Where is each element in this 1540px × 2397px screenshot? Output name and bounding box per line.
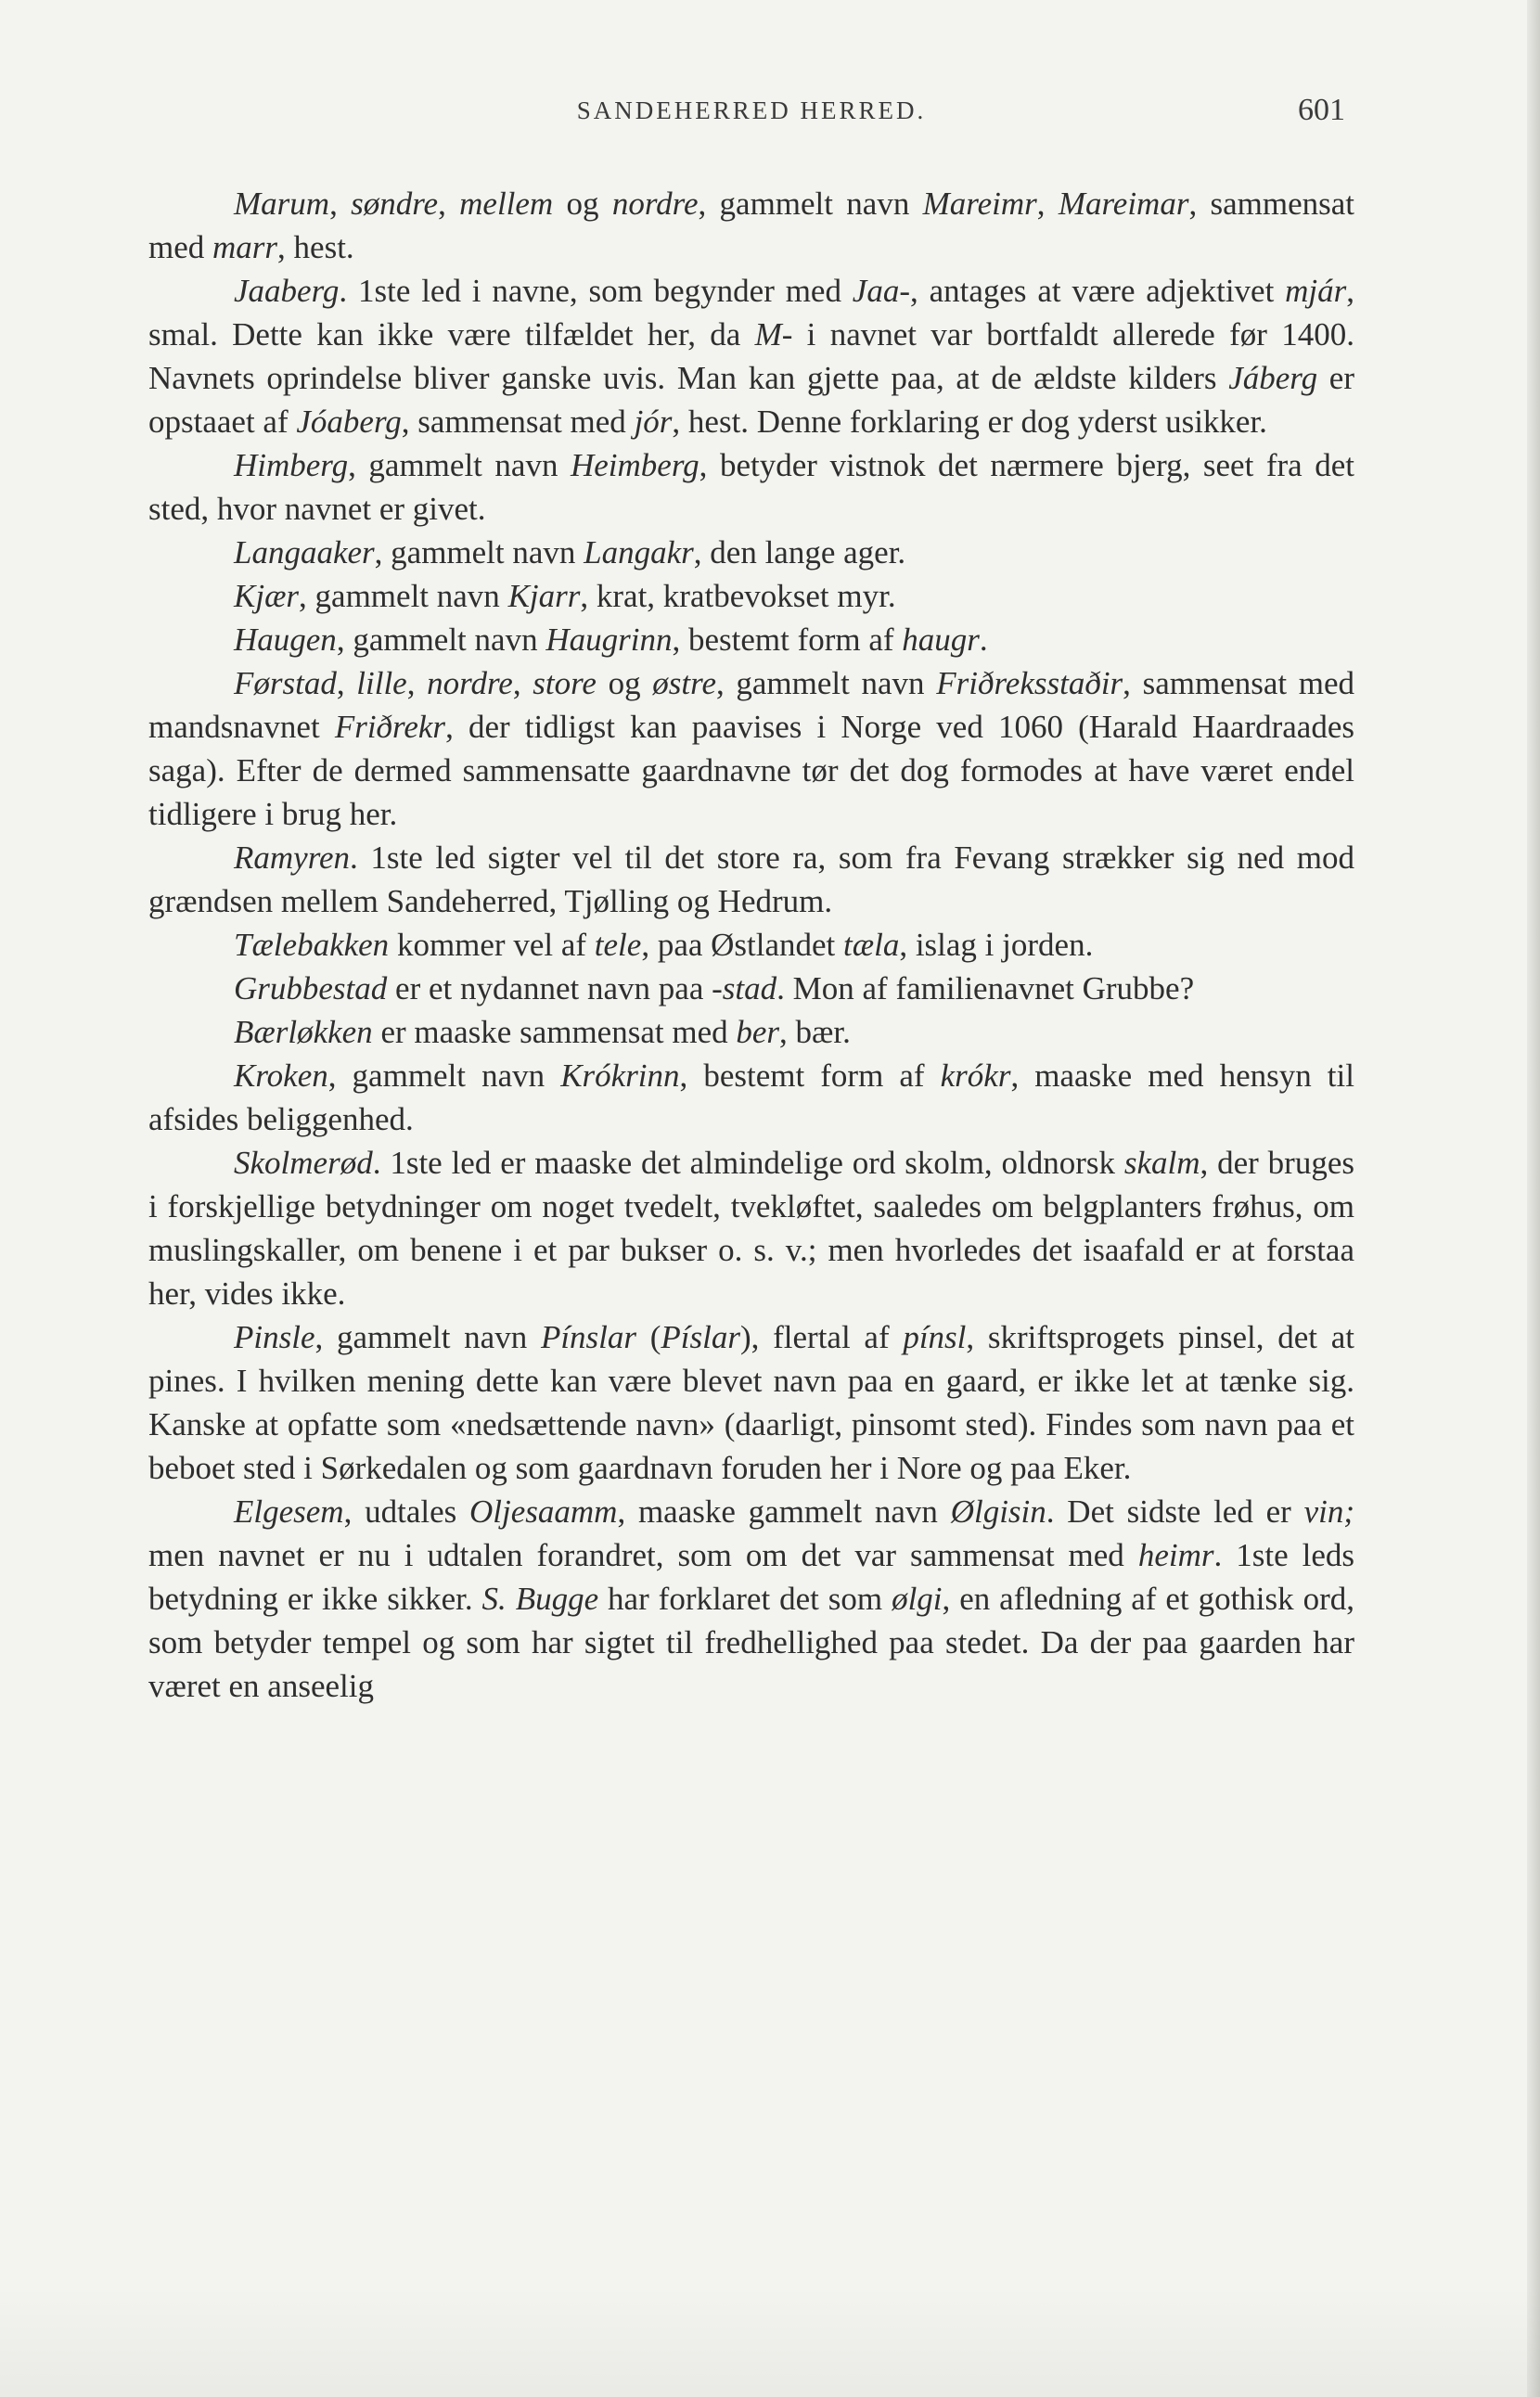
italic-term: store: [533, 665, 597, 701]
text-run: , der bruges i forskjellige betydninger om noget tvedelt, tvekløftet, saaledes om belgplanters frøhus, om muslingskaller, om benene i et par bukser o. s. v.; men hvorledes det isaafald er at forstaa her, vides ikke.: [148, 1145, 1354, 1312]
italic-term: Himberg: [234, 447, 349, 483]
text-run: og: [596, 665, 653, 701]
page-bottom-shade: [0, 2286, 1540, 2397]
running-head: [148, 93, 1354, 137]
italic-term: Skolmerød: [234, 1145, 373, 1181]
text-run: , gammelt navn: [374, 534, 584, 570]
text-run: . Det sidste led er: [1046, 1493, 1304, 1530]
italic-term: Kjær: [234, 578, 300, 614]
text-run: ,: [512, 665, 533, 701]
italic-term: Førstad: [234, 665, 337, 701]
text-run: , skriftsprogets pinsel, det at pines. I hvilken mening dette kan være blevet navn paa en gaard, er ikke let at tænke sig. Kanske at opfatte som «nedsættende navn» (daarligt, pinsomt sted). Findes som navn paa et beboet sted i Sørkedalen og som gaardnavn foruden her i Nore og paa Eker.: [148, 1319, 1354, 1486]
text-run: , hest. Denne forklaring er dog yderst usikker.: [672, 404, 1267, 440]
paragraph: [148, 531, 1354, 574]
italic-term: Elgesem: [234, 1493, 344, 1530]
paragraph: [148, 836, 1354, 923]
text-run: , en afledning af et gothisk ord, som betyder tempel og som har sigtet til fredhellighed paa stedet. Da der paa gaarden har været en anseelig: [148, 1581, 1354, 1704]
italic-term: Haugen: [234, 622, 337, 658]
italic-term: Heimberg: [571, 447, 699, 483]
text-run: , hest.: [277, 229, 354, 265]
text-run: ,: [329, 186, 352, 222]
italic-term: Bærløkken: [234, 1014, 373, 1050]
text-run: (: [636, 1319, 661, 1355]
text-run: ,: [438, 186, 460, 222]
italic-term: Jáberg: [1228, 360, 1318, 396]
text-run: . Mon af familienavnet Grubbe?: [776, 970, 1195, 1006]
page-edge-shadow: [1527, 0, 1540, 2397]
italic-term: tæla: [843, 927, 900, 963]
text-run: , sammensat med: [148, 186, 1355, 265]
text-run: , gammelt navn: [314, 1319, 541, 1355]
text-run: , bestemt form af: [679, 1058, 941, 1094]
italic-term: tele: [594, 927, 642, 963]
italic-term: Jaa-: [852, 273, 910, 309]
text-run: , smal. Dette kan ikke være tilfældet her, da: [148, 273, 1355, 352]
text-run: er maaske sammensat med: [372, 1014, 737, 1050]
text-run: har forklaret det som: [598, 1581, 892, 1617]
italic-term: Mareimr: [922, 186, 1037, 222]
italic-term: Pínslar: [540, 1319, 637, 1355]
italic-term: Krókrinn: [560, 1058, 680, 1094]
italic-term: mjár: [1285, 273, 1347, 309]
text-run: , gammelt navn: [336, 622, 546, 658]
italic-term: søndre: [351, 186, 439, 222]
text-run: . 1ste led i navne, som begynder med: [339, 273, 853, 309]
italic-term: Tælebakken: [234, 927, 390, 963]
italic-term: Píslar: [661, 1319, 740, 1355]
italic-term: ber: [736, 1014, 780, 1050]
text-run: og: [553, 186, 612, 222]
italic-term: haugr: [902, 622, 980, 658]
text-run: ), flertal af: [739, 1319, 904, 1355]
text-run: , gammelt navn: [327, 1058, 561, 1094]
paragraph: [148, 967, 1354, 1010]
italic-term: Jaaberg: [234, 273, 340, 309]
italic-term: Oljesaamm: [469, 1493, 618, 1530]
text-run: i navnet var bortfaldt allerede før 1400. Navnets oprindelse bliver ganske uvis. Man kan gjette paa, at de ældste kilders: [148, 316, 1354, 396]
italic-term: Langakr: [584, 534, 694, 570]
italic-term: nordre: [611, 186, 699, 222]
italic-term: Jóaberg: [296, 404, 402, 440]
paragraph: [148, 574, 1354, 618]
italic-term: Friðreksstaðir: [936, 665, 1123, 701]
paragraph: [148, 923, 1354, 967]
text-run: , udtales: [343, 1493, 469, 1530]
text-run: kommer vel af: [389, 927, 595, 963]
italic-term: ølgi: [892, 1581, 943, 1617]
text-run: , betyder vistnok det nærmere bjerg, seet fra det sted, hvor navnet er givet.: [148, 447, 1354, 527]
italic-term: Ramyren: [234, 840, 351, 876]
text-run: , maaske gammelt navn: [617, 1493, 951, 1530]
text-run: , maaske med hensyn til afsides beliggenhed.: [148, 1058, 1354, 1137]
italic-term: Haugrinn: [545, 622, 673, 658]
text-run: . 1ste led er maaske det almindelige ord skolm, oldnorsk: [372, 1145, 1124, 1181]
paragraph: [148, 443, 1354, 531]
text-run: , gammelt navn: [348, 447, 571, 483]
italic-term: S. Bugge: [481, 1581, 599, 1617]
italic-term: vin;: [1303, 1493, 1354, 1530]
text-run: , gammelt navn: [299, 578, 508, 614]
italic-term: Langaaker: [234, 534, 375, 570]
paragraph: [148, 1141, 1354, 1315]
text-run: , antages at være adjektivet: [910, 273, 1286, 309]
text-run: , gammelt navn: [698, 186, 923, 222]
text-run: er opstaaet af: [148, 360, 1354, 440]
paragraph: [148, 1315, 1354, 1490]
paragraph: [148, 269, 1354, 443]
text-run: , krat, kratbevokset myr.: [580, 578, 896, 614]
text-run: er et nydannet navn paa: [387, 970, 712, 1006]
text-run: men navnet er nu i udtalen forandret, som om det var sammensat med: [148, 1537, 1138, 1573]
italic-term: heimr: [1137, 1537, 1214, 1573]
text-run: , bær.: [779, 1014, 851, 1050]
italic-term: skalm: [1123, 1145, 1200, 1181]
text-run: , paa Østlandet: [641, 927, 844, 963]
italic-term: pínsl: [903, 1319, 967, 1355]
text-run: , sammensat med mandsnavnet: [148, 665, 1355, 745]
italic-term: jór: [634, 404, 673, 440]
text-run: , bestemt form af: [672, 622, 903, 658]
text-run: , gammelt navn: [715, 665, 937, 701]
italic-term: Friðrekr: [334, 709, 446, 745]
italic-term: marr: [212, 229, 278, 265]
text-run: ,: [336, 665, 357, 701]
text-run: , islag i jorden.: [899, 927, 1094, 963]
running-title: SANDEHERRED HERRED.: [576, 96, 927, 124]
italic-term: krókr: [940, 1058, 1011, 1094]
text-run: . 1ste led sigter vel til det store ra, som fra Fevang strækker sig ned mod grændsen mellem Sandeherred, Tjølling og Hedrum.: [148, 840, 1354, 919]
italic-term: Kroken: [234, 1058, 328, 1094]
paragraph: [148, 182, 1354, 269]
italic-term: nordre: [427, 665, 513, 701]
paragraph: [148, 1054, 1354, 1141]
text-run: ,: [1036, 186, 1059, 222]
text-run: .: [979, 622, 988, 658]
text-run: ,: [406, 665, 428, 701]
italic-term: Kjarr: [507, 578, 581, 614]
text-run: . 1ste leds betydning er ikke sikker.: [148, 1537, 1354, 1617]
italic-term: lille: [356, 665, 407, 701]
paragraph: [148, 618, 1354, 661]
paragraph: [148, 1490, 1354, 1708]
italic-term: Marum: [234, 186, 330, 222]
italic-term: Grubbestad: [234, 970, 388, 1006]
paragraph: [148, 1010, 1354, 1054]
italic-term: Pinsle: [234, 1319, 315, 1355]
text-run: , der tidligst kan paavises i Norge ved 1060 (Harald Haardraades saga). Efter de dermed sammensatte gaardnavne tør det dog formodes at have været endel tidligere i brug her.: [148, 709, 1354, 832]
page-number: 601: [1298, 93, 1345, 127]
italic-term: mellem: [459, 186, 554, 222]
italic-term: -stad: [712, 970, 777, 1006]
body-text: [148, 182, 1354, 1708]
text-run: , den lange ager.: [693, 534, 906, 570]
italic-term: Mareimar: [1058, 186, 1189, 222]
paragraph: [148, 661, 1354, 836]
text-run: , sammensat med: [401, 404, 635, 440]
italic-term: østre: [652, 665, 716, 701]
italic-term: M-: [754, 316, 793, 352]
italic-term: Ølgisin: [950, 1493, 1046, 1530]
